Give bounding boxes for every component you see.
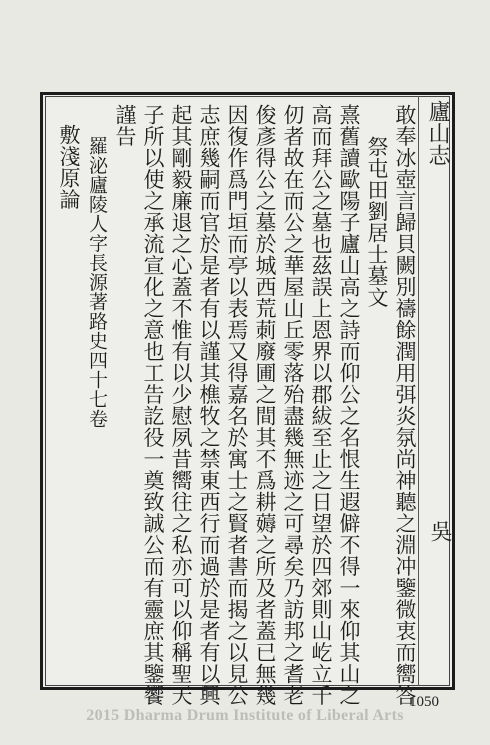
header-column (418, 96, 453, 686)
text-column-5: 仞者故在而公之華屋山丘零落殆盡幾無迹之可尋矣乃訪邦之耆老 (281, 104, 305, 706)
text-column-6: 俊彥得公之墓於城西荒莿廢圃之間其不爲耕薅之所及者蓋已無幾 (253, 104, 277, 706)
watermark: 2015 Dharma Drum Institute of Liberal Arts (86, 707, 404, 724)
page-number: 1050 (409, 694, 439, 710)
text-column-9: 起其剛毅廉退之心蓋不惟有以少慰夙昔嚮往之私亦可以仰稱聖天 (169, 104, 193, 706)
text-column-7: 因復作爲門垣而亭以表焉又得嘉名於寓士之賢者書而揭之以見公 (225, 104, 249, 706)
text-column-12: 羅泌廬陵人字長源著路史四十七卷 (86, 136, 108, 429)
text-column-13: 敷淺原論 (57, 124, 81, 210)
text-column-3: 熹舊讀歐陽子廬山高之詩而仰公之名恨生遐僻不得一來仰其山之 (337, 104, 361, 706)
text-column-1: 敢奉冰壺言歸貝闕別禱餘潤用弭炎氛尚神聽之淵冲鑒微衷而嚮答 (393, 104, 417, 706)
header-title: 廬山志 (425, 100, 450, 166)
text-column-4: 高而拜公之墓也茲誤上恩界以郡紱至止之日望於四郊則山屹立千 (309, 104, 333, 706)
text-column-8: 志庶幾嗣而官於是者有以謹其樵牧之禁東西行而過於是者有以興 (197, 104, 221, 706)
text-column-2: 祭屯田劉居士墓文 (365, 136, 389, 308)
text-column-11: 謹告 (113, 104, 137, 147)
text-column-10: 子所以使之承流宣化之意也工告訖役一奠致誠公而有靈庶其鑒饗 (141, 104, 165, 706)
header-right-mark: 吳 (427, 520, 452, 542)
